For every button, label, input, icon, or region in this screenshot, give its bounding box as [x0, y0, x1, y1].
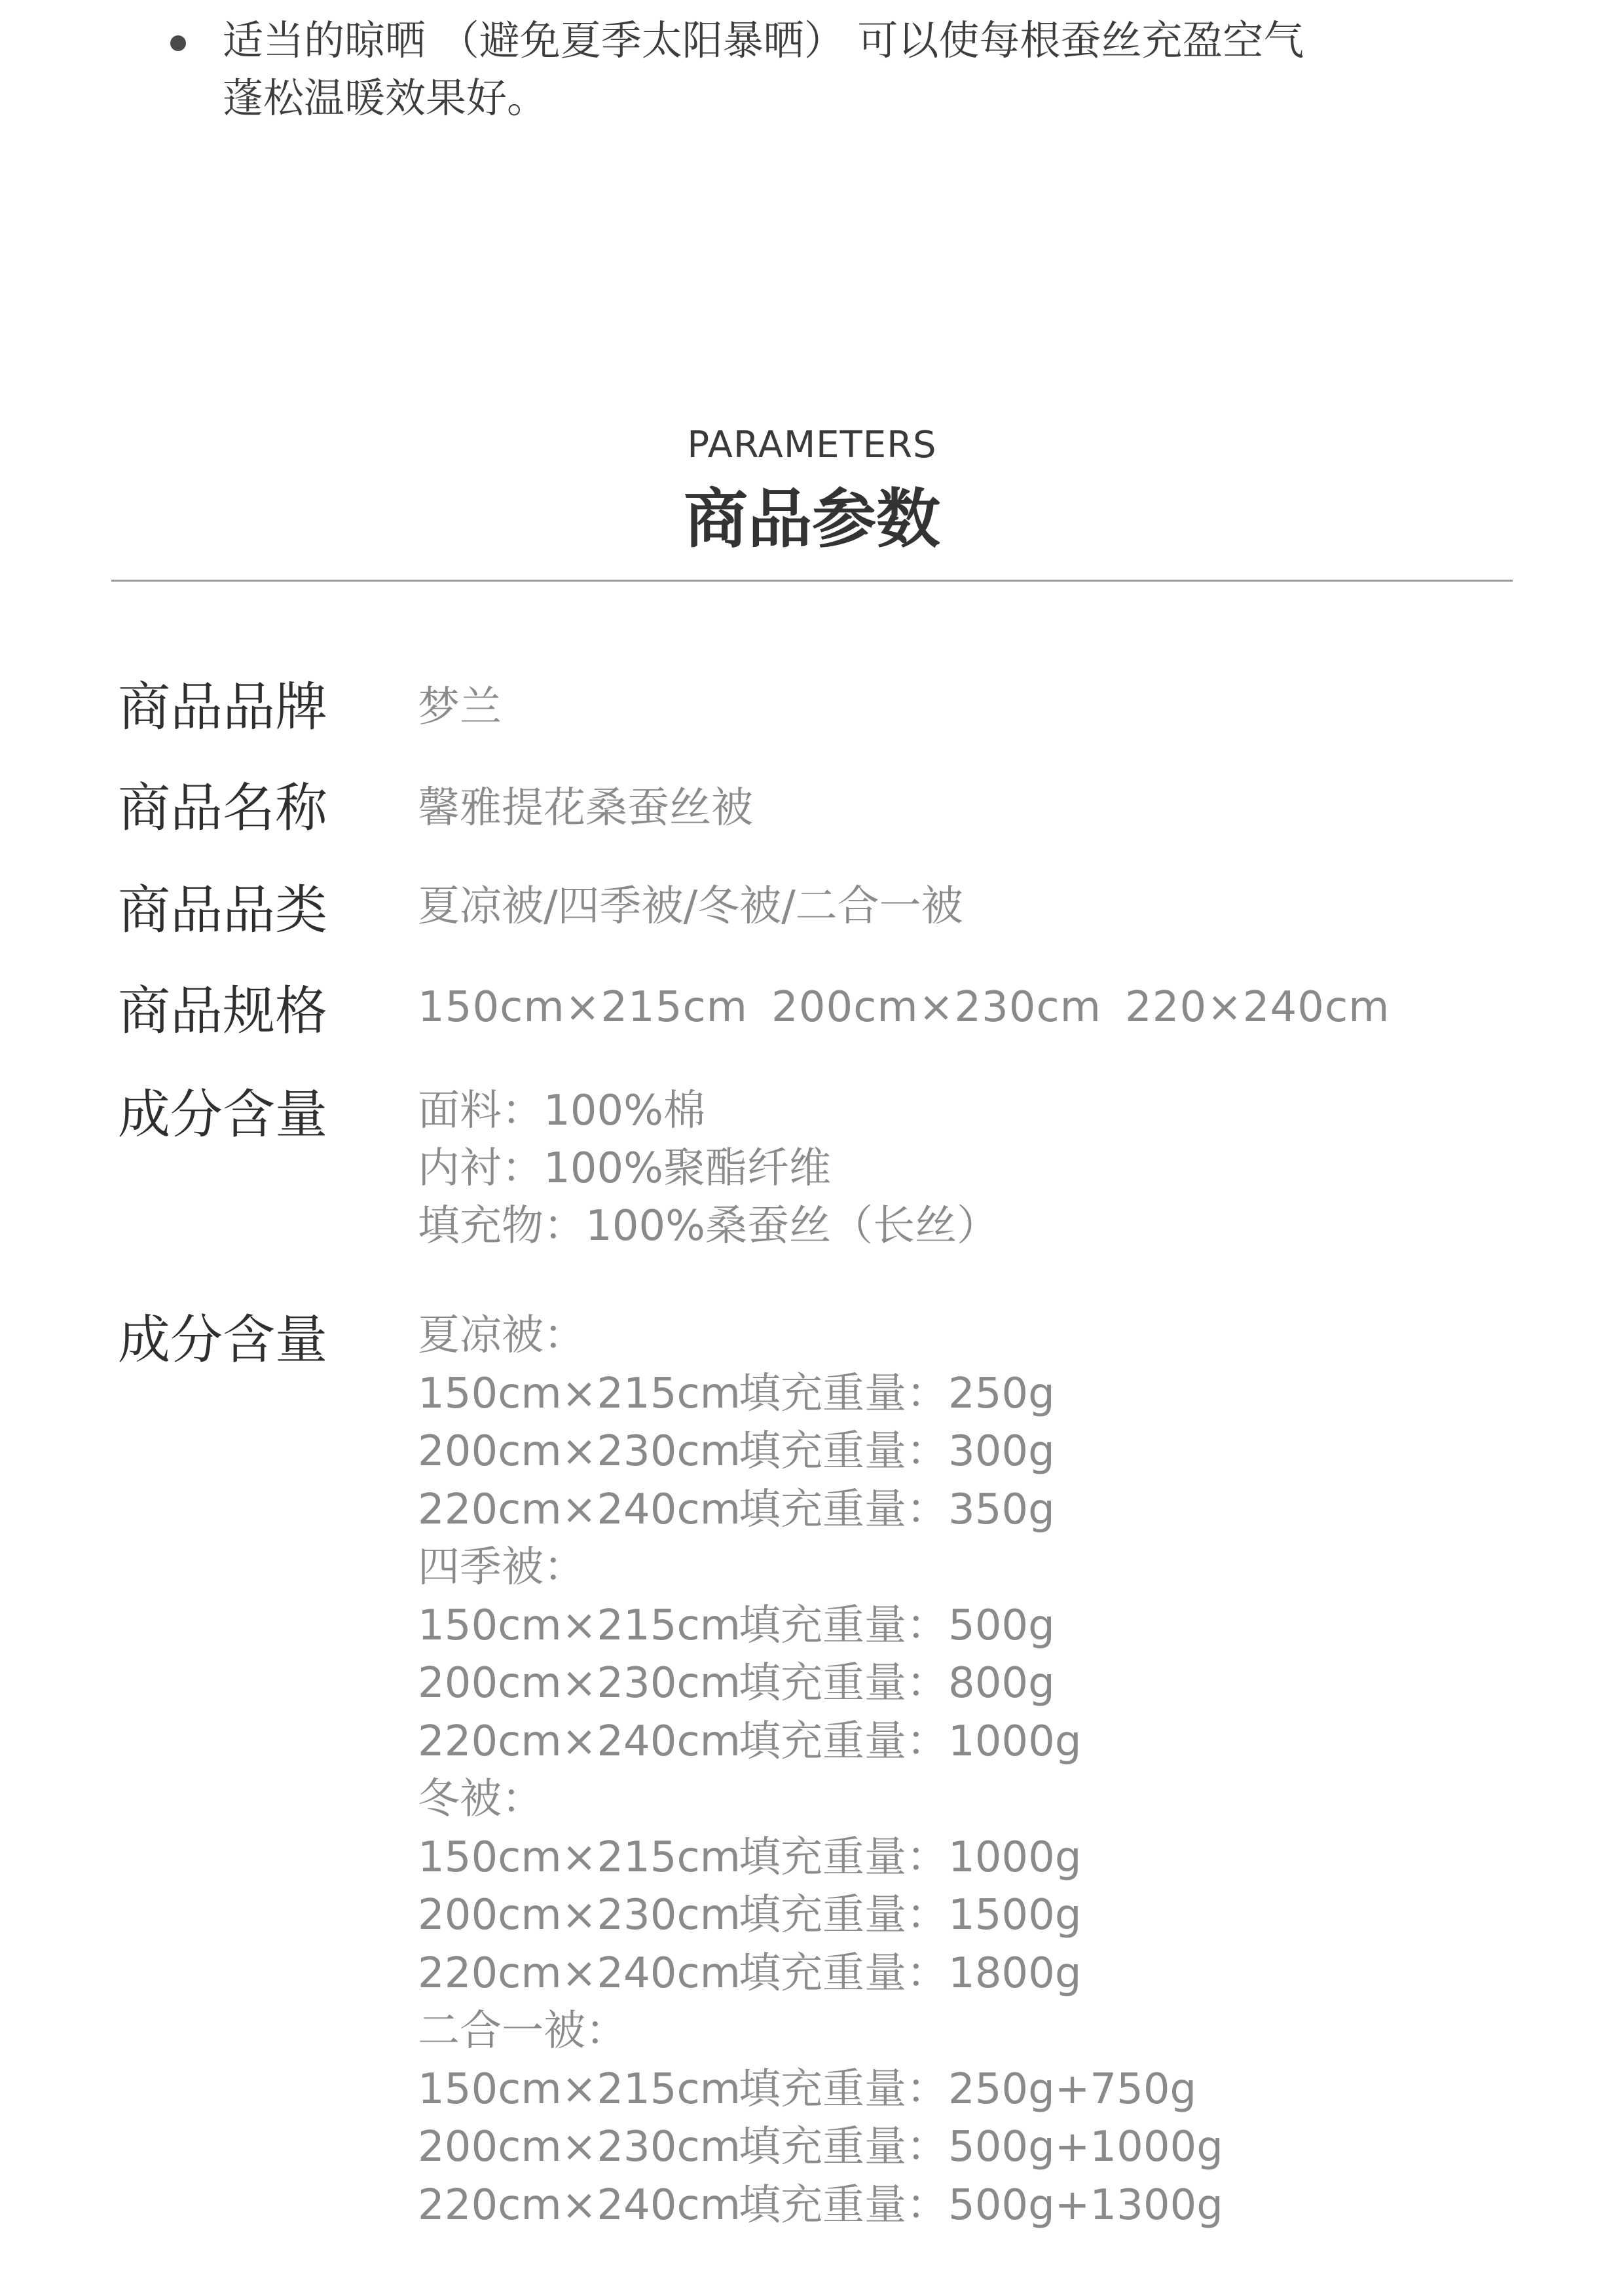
care-tip-line-2: 蓬松温暖效果好。 [223, 74, 548, 122]
size-text: 200cm×230cm [418, 1891, 741, 1939]
spec-values [418, 979, 1390, 1036]
spec-size-2: 200cm×230cm [771, 983, 1101, 1032]
brand-label: 商品品牌 [118, 677, 327, 738]
category-label: 商品品类 [118, 880, 327, 941]
size-text: 220cm×240cm [418, 2180, 741, 2230]
composition-fabric: 面料：100%棉 [418, 1087, 705, 1135]
list-item [418, 2177, 1223, 2235]
group-title-summer: 夏凉被： [418, 1311, 585, 1360]
size-text: 200cm×230cm [418, 1427, 741, 1476]
list-item [418, 1655, 1223, 1713]
composition-filling: 填充物：100%桑蚕丝（长丝） [418, 1202, 999, 1250]
product-name-value: 馨雅提花桑蚕丝被 [418, 784, 753, 832]
weight-text: 填充重量：500g+1000g [739, 2123, 1223, 2171]
spec-label: 商品规格 [118, 981, 327, 1041]
section-title: 商品参数 [683, 482, 940, 557]
composition-values [418, 1082, 999, 1255]
spec-size-3: 220×240cm [1125, 983, 1390, 1032]
weight-text: 填充重量：500g+1300g [739, 2180, 1223, 2230]
list-item [418, 2118, 1223, 2177]
weight-text: 填充重量：250g+750g [739, 2065, 1197, 2114]
composition-label: 成分含量 [118, 1084, 327, 1145]
care-tip-line-1: 适当的晾晒 （避免夏季太阳暴晒） 可以使每根蚕丝充盈空气 [223, 16, 1304, 64]
weight-text: 填充重量：1000g [739, 1717, 1082, 1766]
group-title-all-season: 四季被： [418, 1543, 585, 1592]
list-item [418, 1945, 1223, 2003]
size-text: 220cm×240cm [418, 1949, 741, 1998]
section-divider [111, 580, 1513, 582]
size-text: 150cm×215cm [418, 1833, 741, 1882]
spec-size-1: 150cm×215cm [418, 983, 748, 1032]
group-title-winter: 冬被： [418, 1775, 544, 1824]
weight-text: 填充重量：250g [739, 1369, 1055, 1418]
list-item [418, 1886, 1223, 1945]
list-item [418, 1423, 1223, 1481]
size-text: 150cm×215cm [418, 1369, 741, 1418]
fill-weight-list [418, 1307, 1223, 2234]
weight-text: 填充重量：300g [739, 1427, 1055, 1476]
section-subtitle: PARAMETERS [687, 424, 937, 466]
list-item [418, 1713, 1223, 1771]
weight-text: 填充重量：1000g [739, 1833, 1082, 1882]
list-item [418, 1481, 1223, 1539]
size-text: 150cm×215cm [418, 1601, 741, 1650]
weight-text: 填充重量：1800g [739, 1949, 1082, 1998]
weight-text: 填充重量：1500g [739, 1891, 1082, 1939]
weight-text: 填充重量：350g [739, 1485, 1055, 1534]
bullet-dot-icon [170, 35, 186, 51]
size-text: 200cm×230cm [418, 2123, 741, 2171]
brand-value: 梦兰 [418, 683, 502, 732]
size-text: 200cm×230cm [418, 1659, 741, 1708]
list-item [418, 1597, 1223, 1655]
size-text: 220cm×240cm [418, 1485, 741, 1534]
composition-lining: 内衬：100%聚酯纤维 [418, 1144, 831, 1193]
size-text: 220cm×240cm [418, 1717, 741, 1766]
product-name-label: 商品名称 [118, 777, 327, 838]
weight-text: 填充重量：800g [739, 1659, 1055, 1708]
category-value: 夏凉被/四季被/冬被/二合一被 [418, 882, 963, 931]
list-item [418, 1365, 1223, 1423]
group-title-two-in-one: 二合一被： [418, 2007, 627, 2055]
fill-weight-label: 成分含量 [118, 1309, 327, 1370]
weight-text: 填充重量：500g [739, 1601, 1055, 1650]
list-item [418, 1829, 1223, 1887]
size-text: 150cm×215cm [418, 2065, 741, 2114]
list-item [418, 2061, 1223, 2119]
